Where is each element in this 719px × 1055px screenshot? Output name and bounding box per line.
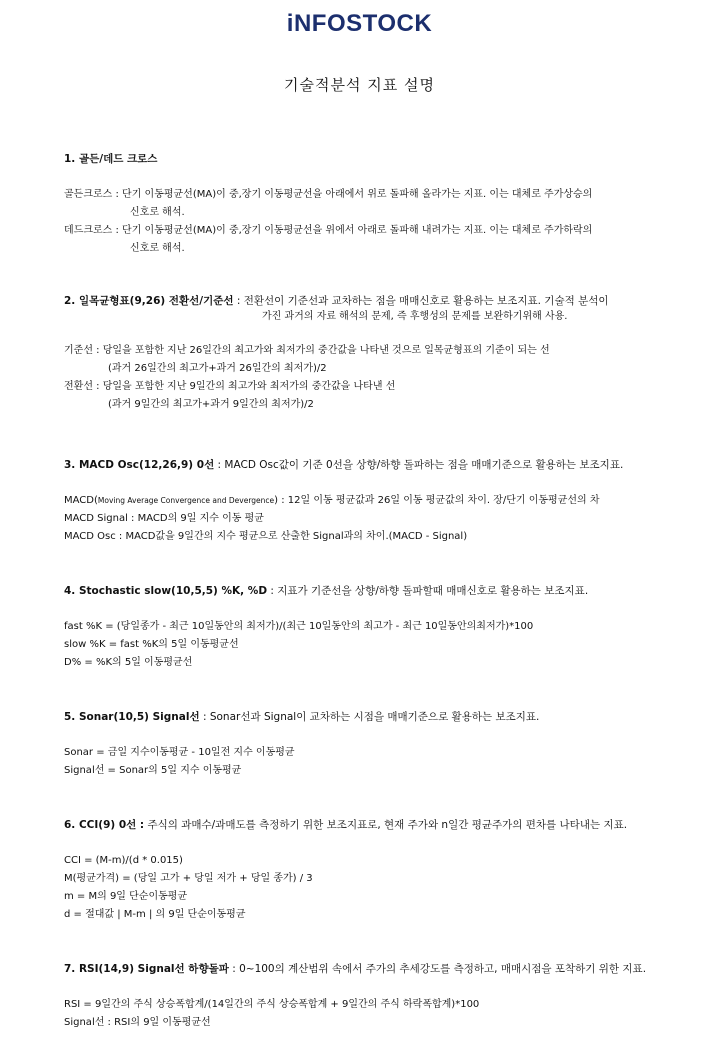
section-heading — [64, 584, 704, 598]
section-heading-desc: : Sonar선과 Signal이 교차하는 시점을 매매기준으로 활용하는 보조지표. — [199, 711, 540, 723]
section-heading-term: 2. 일목균형표(9,26) 전환선/기준선 — [64, 295, 234, 307]
macd-definition: ) : 12일 이동 평균값과 26일 이동 평균값의 차이. 장/단기 이동평균선의 차 — [274, 495, 600, 506]
section-sonar — [64, 710, 704, 780]
section-heading-desc: : MACD Osc값이 기준 0선을 상향/하향 돌파하는 점을 매매기준으로 활용하는 보조지표. — [214, 459, 624, 471]
formula-line: m = M의 9일 단순이동평균 — [64, 891, 188, 902]
formula-line: slow %K = fast %K의 5일 이동평균선 — [64, 639, 239, 650]
section-heading-term: 6. CCI(9) 0선 : — [64, 819, 145, 831]
definition-continuation: (과거 26일간의 최고가+과거 26일간의 최저가)/2 — [108, 363, 327, 374]
definition-text: 단기 이동평균선(MA)이 중,장기 이동평균선을 아래에서 위로 돌파해 올라가는 지표. 이는 대체로 주가상승의 — [122, 189, 593, 200]
section-heading-desc: : 0~100의 계산범위 속에서 주가의 추세강도를 측정하고, 매매시점을 포착하기 위한 지표. — [228, 963, 647, 975]
section-heading-term: 4. Stochastic slow(10,5,5) %K, %D — [64, 585, 268, 597]
definition-term: 기준선 : — [64, 345, 103, 356]
definition-term: 전환선 : — [64, 381, 103, 392]
section-golden-dead-cross — [64, 152, 704, 258]
section-stochastic — [64, 584, 704, 672]
section-heading — [64, 962, 704, 976]
section-cci — [64, 818, 704, 924]
section-heading — [64, 818, 704, 832]
definition-continuation: 신호로 해석. — [130, 243, 185, 254]
section-ichimoku — [64, 294, 704, 414]
definition-text: 당일을 포함한 지난 9일간의 최고가와 최저가의 중간값을 나타낸 선 — [102, 381, 396, 392]
section-heading-term: 3. MACD Osc(12,26,9) 0선 — [64, 459, 215, 471]
section-heading: 1. 골든/데드 크로스 — [64, 153, 158, 165]
formula-line: CCI = (M-m)/(d * 0.015) — [64, 855, 183, 866]
formula-line: D% = %K의 5일 이동평균선 — [64, 657, 193, 668]
definition-text: 당일을 포함한 지난 26일간의 최고가와 최저가의 중간값을 나타낸 것으로 일목균형표의 기준이 되는 선 — [102, 345, 550, 356]
formula-line: Signal선 : RSI의 9일 이동평균선 — [64, 1017, 211, 1028]
section-heading-desc: : 지표가 기준선을 상향/하향 돌파할때 매매신호로 활용하는 보조지표. — [267, 585, 589, 597]
definition-text: 단기 이동평균선(MA)이 중,장기 이동평균선을 위에서 아래로 돌파해 내려가는 지표. 이는 대체로 주가하락의 — [122, 225, 593, 236]
section-heading-term: 7. RSI(14,9) Signal선 하향돌파 — [64, 963, 229, 975]
infostock-logo: iNFOSTOCK — [286, 10, 433, 37]
formula-line: RSI = 9일간의 주식 상승폭합계/(14일간의 주식 상승폭합계 + 9일간의 주식 하락폭합계)*100 — [64, 999, 480, 1010]
formula-line: Signal선 = Sonar의 5일 지수 이동평균 — [64, 765, 242, 776]
section-heading — [64, 294, 704, 308]
section-heading-term: 5. Sonar(10,5) Signal선 — [64, 711, 200, 723]
definition-line — [64, 378, 704, 396]
formula-line: fast %K = (당일종가 - 최근 10일동안의 최저가)/(최근 10일동안의 최고가 - 최근 10일동안의최저가)*100 — [64, 621, 534, 632]
formula-line: MACD Signal : MACD의 9일 지수 이동 평균 — [64, 513, 264, 524]
macd-term: MACD( — [64, 495, 98, 506]
section-rsi — [64, 962, 704, 1032]
section-macd — [64, 458, 704, 546]
formula-line: Sonar = 금일 지수이동평균 - 10일전 지수 이동평균 — [64, 747, 295, 758]
page-title: 기술적분석 지표 설명 — [284, 76, 435, 94]
formula-line: d = 절대값 | M-m | 의 9일 단순이동평균 — [64, 909, 246, 920]
definition-term: 데드크로스 : — [64, 225, 123, 236]
definition-term: 골든크로스 : — [64, 189, 123, 200]
section-heading — [64, 710, 704, 724]
definition-continuation: 신호로 해석. — [130, 207, 185, 218]
section-heading-continuation: 가진 과거의 자료 해석의 문제, 즉 후행성의 문제를 보완하기위해 사용. — [262, 311, 568, 322]
section-heading-desc: : 전환선이 기준선과 교차하는 점을 매매신호로 활용하는 보조지표. 기술적 분석이 — [233, 295, 609, 307]
macd-full-name: Moving Average Convergence and Devergence — [97, 496, 275, 505]
definition-line — [64, 342, 704, 360]
formula-line: M(평균가격) = (당일 고가 + 당일 저가 + 당일 종가) / 3 — [64, 873, 313, 884]
section-heading-desc: 주식의 과매수/과매도를 측정하기 위한 보조지표로, 현재 주가와 n일간 평균주가의 편차를 나타내는 지표. — [144, 819, 628, 831]
definition-line — [64, 222, 704, 240]
macd-definition-line — [64, 492, 704, 510]
definition-line — [64, 186, 704, 204]
definition-continuation: (과거 9일간의 최고가+과거 9일간의 최저가)/2 — [108, 399, 314, 410]
formula-line: MACD Osc : MACD값을 9일간의 지수 평균으로 산출한 Signal과의 차이.(MACD - Signal) — [64, 531, 468, 542]
section-heading — [64, 458, 704, 472]
